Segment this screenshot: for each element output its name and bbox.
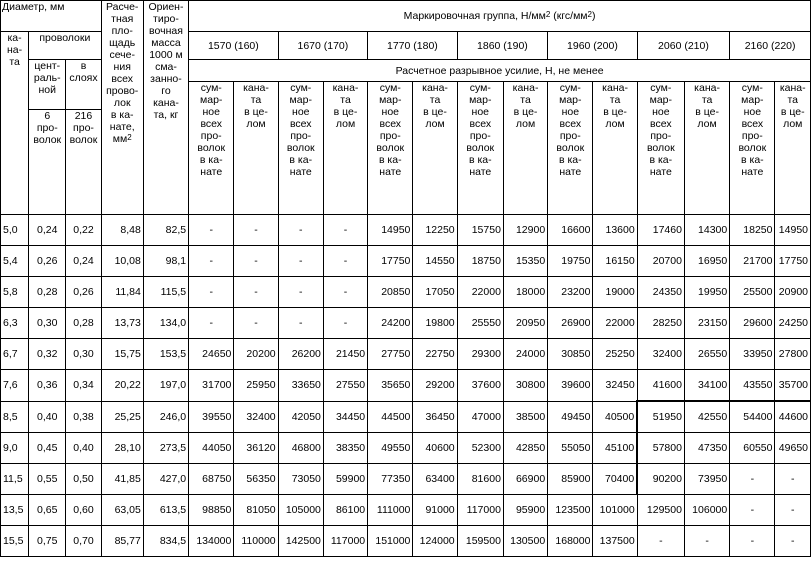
table-cell: 13,73 xyxy=(101,308,143,339)
rope-diameter-cell: 5,4 xyxy=(1,246,29,277)
table-cell: 36120 xyxy=(234,433,278,464)
table-cell: 66900 xyxy=(503,464,547,495)
table-cell: 17460 xyxy=(637,215,684,246)
table-cell: 20200 xyxy=(234,339,278,370)
table-cell: 117000 xyxy=(323,526,367,557)
table-cell: 20850 xyxy=(368,277,413,308)
table-cell: 15750 xyxy=(457,215,503,246)
table-cell: 129500 xyxy=(637,495,684,526)
layer-wire-header: в слоях xyxy=(66,60,101,110)
table-cell: 49450 xyxy=(548,401,593,433)
table-cell: 25950 xyxy=(234,370,278,402)
sum-all-header: сум- мар- ное всех про- волок в ка- нате xyxy=(637,82,684,215)
table-row xyxy=(1,433,811,464)
table-cell: 46800 xyxy=(278,433,323,464)
table-cell: 39550 xyxy=(189,401,234,433)
table-cell: 110000 xyxy=(234,526,278,557)
table-cell: 0,22 xyxy=(66,215,101,246)
table-cell: 0,26 xyxy=(66,277,101,308)
table-cell: - xyxy=(234,215,278,246)
table-cell: 57800 xyxy=(637,433,684,464)
table-cell: 25250 xyxy=(593,339,637,370)
table-cell: 168000 xyxy=(548,526,593,557)
table-cell: 73950 xyxy=(684,464,729,495)
table-cell: 20950 xyxy=(503,308,547,339)
table-cell: 0,65 xyxy=(29,495,66,526)
rope-diameter-cell: 6,7 xyxy=(1,339,29,370)
table-cell: 613,5 xyxy=(143,495,188,526)
table-cell: 32400 xyxy=(637,339,684,370)
table-cell: 63,05 xyxy=(101,495,143,526)
table-cell: 27550 xyxy=(323,370,367,402)
table-cell: 27750 xyxy=(368,339,413,370)
table-cell: 34450 xyxy=(323,401,367,433)
table-cell: 26900 xyxy=(548,308,593,339)
grade-1770: 1770 (180) xyxy=(368,32,458,60)
table-cell: 38350 xyxy=(323,433,367,464)
table-row xyxy=(1,495,811,526)
rope-diameter-cell: 9,0 xyxy=(1,433,29,464)
table-cell: 18000 xyxy=(503,277,547,308)
table-cell: 33650 xyxy=(278,370,323,402)
table-cell: 25500 xyxy=(730,277,775,308)
table-cell: 37600 xyxy=(457,370,503,402)
table-cell: - xyxy=(189,246,234,277)
table-cell: 0,30 xyxy=(66,339,101,370)
rope-whole-header: кана- та в це- лом xyxy=(413,82,457,215)
table-cell: 23150 xyxy=(684,308,729,339)
table-cell: 26200 xyxy=(278,339,323,370)
table-cell: 52300 xyxy=(457,433,503,464)
table-cell: 34100 xyxy=(684,370,729,402)
table-cell: 54400 xyxy=(730,401,775,433)
table-row xyxy=(1,526,811,557)
table-cell: 130500 xyxy=(503,526,547,557)
table-cell: 0,30 xyxy=(29,308,66,339)
table-row xyxy=(1,277,811,308)
table-cell: 25550 xyxy=(457,308,503,339)
mass-header: Ориен- тиро- вочная масса 1000 м сма- занно- го кана- та, кг xyxy=(143,1,188,215)
table-cell: 47000 xyxy=(457,401,503,433)
table-cell: 32400 xyxy=(234,401,278,433)
table-cell: 16600 xyxy=(548,215,593,246)
table-cell: 427,0 xyxy=(143,464,188,495)
table-cell: 44600 xyxy=(775,401,811,433)
table-cell: - xyxy=(775,464,811,495)
rope-whole-header: кана- та в це- лом xyxy=(503,82,547,215)
rope-whole-header: кана- та в це- лом xyxy=(593,82,637,215)
table-cell: 27800 xyxy=(775,339,811,370)
table-cell: 24650 xyxy=(189,339,234,370)
table-cell: 0,60 xyxy=(66,495,101,526)
table-cell: 151000 xyxy=(368,526,413,557)
table-cell: 77350 xyxy=(368,464,413,495)
table-cell: 95900 xyxy=(503,495,547,526)
table-cell: - xyxy=(278,215,323,246)
table-cell: 49550 xyxy=(368,433,413,464)
table-cell: 29300 xyxy=(457,339,503,370)
table-cell: 18250 xyxy=(730,215,775,246)
table-cell: - xyxy=(278,277,323,308)
sum-all-header: сум- мар- ное всех про- волок в ка- нате xyxy=(368,82,413,215)
table-cell: 63400 xyxy=(413,464,457,495)
table-cell: - xyxy=(730,526,775,557)
table-cell: 115,5 xyxy=(143,277,188,308)
table-cell: 47350 xyxy=(684,433,729,464)
table-cell: 55050 xyxy=(548,433,593,464)
table-cell: 86100 xyxy=(323,495,367,526)
sum-all-header: сум- мар- ное всех про- волок в ка- нате xyxy=(457,82,503,215)
two16-wires-header: 216 про- волок xyxy=(66,110,101,215)
sum-all-header: сум- мар- ное всех про- волок в ка- нате xyxy=(548,82,593,215)
table-cell: - xyxy=(278,246,323,277)
table-row xyxy=(1,308,811,339)
table-cell: 19000 xyxy=(593,277,637,308)
table-cell: 22000 xyxy=(457,277,503,308)
sum-all-header: сум- мар- ное всех про- волок в ка- нате xyxy=(730,82,775,215)
table-cell: 0,55 xyxy=(29,464,66,495)
table-cell: 20,22 xyxy=(101,370,143,402)
table-cell: 43550 xyxy=(730,370,775,402)
table-cell: - xyxy=(730,495,775,526)
table-cell: - xyxy=(234,277,278,308)
table-cell: 0,40 xyxy=(29,401,66,433)
grade-2060: 2060 (210) xyxy=(637,32,730,60)
area-header: Расче- тная пло- щадь сече- ния всех прово- лок в ка- нате, $мм^2$ xyxy=(101,1,143,215)
table-row xyxy=(1,246,811,277)
table-cell: 19950 xyxy=(684,277,729,308)
table-cell: 98850 xyxy=(189,495,234,526)
table-cell: 137500 xyxy=(593,526,637,557)
grade-1570: 1570 (160) xyxy=(189,32,279,60)
table-cell: 12900 xyxy=(503,215,547,246)
table-cell: 12250 xyxy=(413,215,457,246)
table-cell: 56350 xyxy=(234,464,278,495)
table-cell: 49650 xyxy=(775,433,811,464)
table-cell: 0,50 xyxy=(66,464,101,495)
table-cell: 98,1 xyxy=(143,246,188,277)
rope-diameter-cell: 6,3 xyxy=(1,308,29,339)
table-cell: 85900 xyxy=(548,464,593,495)
table-cell: 81050 xyxy=(234,495,278,526)
table-cell: 0,75 xyxy=(29,526,66,557)
table-cell: - xyxy=(323,215,367,246)
table-cell: - xyxy=(730,464,775,495)
table-row xyxy=(1,464,811,495)
table-cell: - xyxy=(189,277,234,308)
table-cell: 24200 xyxy=(368,308,413,339)
table-cell: 25,25 xyxy=(101,401,143,433)
table-cell: 42850 xyxy=(503,433,547,464)
table-cell: 0,70 xyxy=(66,526,101,557)
rope-whole-header: кана- та в це- лом xyxy=(234,82,278,215)
table-cell: 14950 xyxy=(775,215,811,246)
table-row xyxy=(1,339,811,370)
table-cell: 24350 xyxy=(637,277,684,308)
table-cell: - xyxy=(323,246,367,277)
table-cell: 21450 xyxy=(323,339,367,370)
table-cell: 24250 xyxy=(775,308,811,339)
table-row xyxy=(1,401,811,433)
table-cell: 17750 xyxy=(775,246,811,277)
table-cell: 42550 xyxy=(684,401,729,433)
table-cell: 0,45 xyxy=(29,433,66,464)
sum-all-header: сум- мар- ное всех про- волок в ка- нате xyxy=(278,82,323,215)
grade-2160: 2160 (220) xyxy=(730,32,811,60)
grade-1670: 1670 (170) xyxy=(278,32,368,60)
table-cell: 40500 xyxy=(593,401,637,433)
rope-diameter-cell: 7,6 xyxy=(1,370,29,402)
table-cell: 14950 xyxy=(368,215,413,246)
rope-whole-header: кана- та в це- лом xyxy=(775,82,811,215)
table-cell: 30800 xyxy=(503,370,547,402)
table-body xyxy=(1,215,811,557)
table-cell: 24000 xyxy=(503,339,547,370)
table-cell: 20700 xyxy=(637,246,684,277)
table-cell: 0,24 xyxy=(66,246,101,277)
table-cell: 42050 xyxy=(278,401,323,433)
diameter-header: Диаметр, мм xyxy=(1,1,102,32)
table-cell: 15,75 xyxy=(101,339,143,370)
table-cell: 14550 xyxy=(413,246,457,277)
table-cell: 39600 xyxy=(548,370,593,402)
table-cell: 23200 xyxy=(548,277,593,308)
table-cell: - xyxy=(775,526,811,557)
table-cell: - xyxy=(323,308,367,339)
marking-group-header: Маркировочная группа, $Н/мм^2$ $(кгс/мм^2)$ xyxy=(189,1,811,32)
table-cell: 30850 xyxy=(548,339,593,370)
table-cell: 0,26 xyxy=(29,246,66,277)
table-cell: - xyxy=(189,308,234,339)
table-cell: 73050 xyxy=(278,464,323,495)
table-cell: 0,24 xyxy=(29,215,66,246)
table-cell: 82,5 xyxy=(143,215,188,246)
table-cell: 44500 xyxy=(368,401,413,433)
rope-diameter-cell: 5,0 xyxy=(1,215,29,246)
table-cell: 14300 xyxy=(684,215,729,246)
table-cell: 44050 xyxy=(189,433,234,464)
grade-1960: 1960 (200) xyxy=(548,32,638,60)
table-cell: 31700 xyxy=(189,370,234,402)
table-cell: 45100 xyxy=(593,433,637,464)
table-cell: 19750 xyxy=(548,246,593,277)
table-cell: 40600 xyxy=(413,433,457,464)
table-cell: 36450 xyxy=(413,401,457,433)
rope-diameter-cell: 5,8 xyxy=(1,277,29,308)
table-cell: 106000 xyxy=(684,495,729,526)
table-cell: 60550 xyxy=(730,433,775,464)
grade-1860: 1860 (190) xyxy=(457,32,548,60)
table-cell: 105000 xyxy=(278,495,323,526)
table-cell: 0,38 xyxy=(66,401,101,433)
table-cell: 0,28 xyxy=(66,308,101,339)
table-cell: 41600 xyxy=(637,370,684,402)
table-cell: 35700 xyxy=(775,370,811,402)
table-cell: 29200 xyxy=(413,370,457,402)
rope-diameter-cell: 11,5 xyxy=(1,464,29,495)
table-cell: 22000 xyxy=(593,308,637,339)
table-cell: 28,10 xyxy=(101,433,143,464)
table-cell: 26550 xyxy=(684,339,729,370)
table-cell: 90200 xyxy=(637,464,684,495)
table-cell: - xyxy=(775,495,811,526)
table-cell: 70400 xyxy=(593,464,637,495)
table-cell: 142500 xyxy=(278,526,323,557)
table-cell: 0,32 xyxy=(29,339,66,370)
table-row xyxy=(1,215,811,246)
table-cell: 246,0 xyxy=(143,401,188,433)
rope-diameter-cell: 15,5 xyxy=(1,526,29,557)
sum-all-header: сум- мар- ное всех про- волок в ка- нате xyxy=(189,82,234,215)
table-cell: 15350 xyxy=(503,246,547,277)
rope-diameter-cell: 8,5 xyxy=(1,401,29,433)
table-cell: - xyxy=(234,246,278,277)
table-cell: 0,36 xyxy=(29,370,66,402)
breaking-force-header: Расчетное разрывное усилие, Н, не менее xyxy=(189,60,811,82)
table-cell: 20900 xyxy=(775,277,811,308)
table-cell: 16950 xyxy=(684,246,729,277)
table-row xyxy=(1,370,811,402)
table-cell: 0,34 xyxy=(66,370,101,402)
table-cell: 68750 xyxy=(189,464,234,495)
table-cell: 18750 xyxy=(457,246,503,277)
table-cell: 11,84 xyxy=(101,277,143,308)
table-cell: 21700 xyxy=(730,246,775,277)
table-cell: 85,77 xyxy=(101,526,143,557)
table-cell: 123500 xyxy=(548,495,593,526)
table-cell: 41,85 xyxy=(101,464,143,495)
table-cell: 101000 xyxy=(593,495,637,526)
table-cell: 38500 xyxy=(503,401,547,433)
table-cell: 134000 xyxy=(189,526,234,557)
table-cell: 197,0 xyxy=(143,370,188,402)
wires-header: проволоки xyxy=(29,32,101,60)
table-cell: - xyxy=(234,308,278,339)
table-cell: 10,08 xyxy=(101,246,143,277)
rope-diameter-header: ка- на- та xyxy=(1,32,29,215)
table-cell: 29600 xyxy=(730,308,775,339)
six-wires-header: 6 про- волок xyxy=(29,110,66,215)
central-wire-header: цент- раль- ной xyxy=(29,60,66,110)
table-cell: 134,0 xyxy=(143,308,188,339)
table-cell: 117000 xyxy=(457,495,503,526)
table-cell: - xyxy=(323,277,367,308)
table-cell: 17050 xyxy=(413,277,457,308)
table-cell: 8,48 xyxy=(101,215,143,246)
table-cell: 35650 xyxy=(368,370,413,402)
table-cell: 19800 xyxy=(413,308,457,339)
table-cell: 0,28 xyxy=(29,277,66,308)
rope-whole-header: кана- та в це- лом xyxy=(323,82,367,215)
table-cell: - xyxy=(637,526,684,557)
table-cell: 22750 xyxy=(413,339,457,370)
table-cell: 273,5 xyxy=(143,433,188,464)
table-cell: 33950 xyxy=(730,339,775,370)
table-cell: 17750 xyxy=(368,246,413,277)
table-cell: 159500 xyxy=(457,526,503,557)
table-cell: - xyxy=(278,308,323,339)
table-cell: 13600 xyxy=(593,215,637,246)
table-cell: 51950 xyxy=(637,401,684,433)
table-cell: 153,5 xyxy=(143,339,188,370)
table-cell: 28250 xyxy=(637,308,684,339)
table-cell: 32450 xyxy=(593,370,637,402)
table-cell: 111000 xyxy=(368,495,413,526)
table-cell: 81600 xyxy=(457,464,503,495)
table-cell: 0,40 xyxy=(66,433,101,464)
table-cell: - xyxy=(684,526,729,557)
table-cell: 16150 xyxy=(593,246,637,277)
table-cell: 124000 xyxy=(413,526,457,557)
rope-whole-header: кана- та в це- лом xyxy=(684,82,729,215)
table-cell: 834,5 xyxy=(143,526,188,557)
table-cell: 59900 xyxy=(323,464,367,495)
table-cell: 91000 xyxy=(413,495,457,526)
table-cell: - xyxy=(189,215,234,246)
rope-diameter-cell: 13,5 xyxy=(1,495,29,526)
